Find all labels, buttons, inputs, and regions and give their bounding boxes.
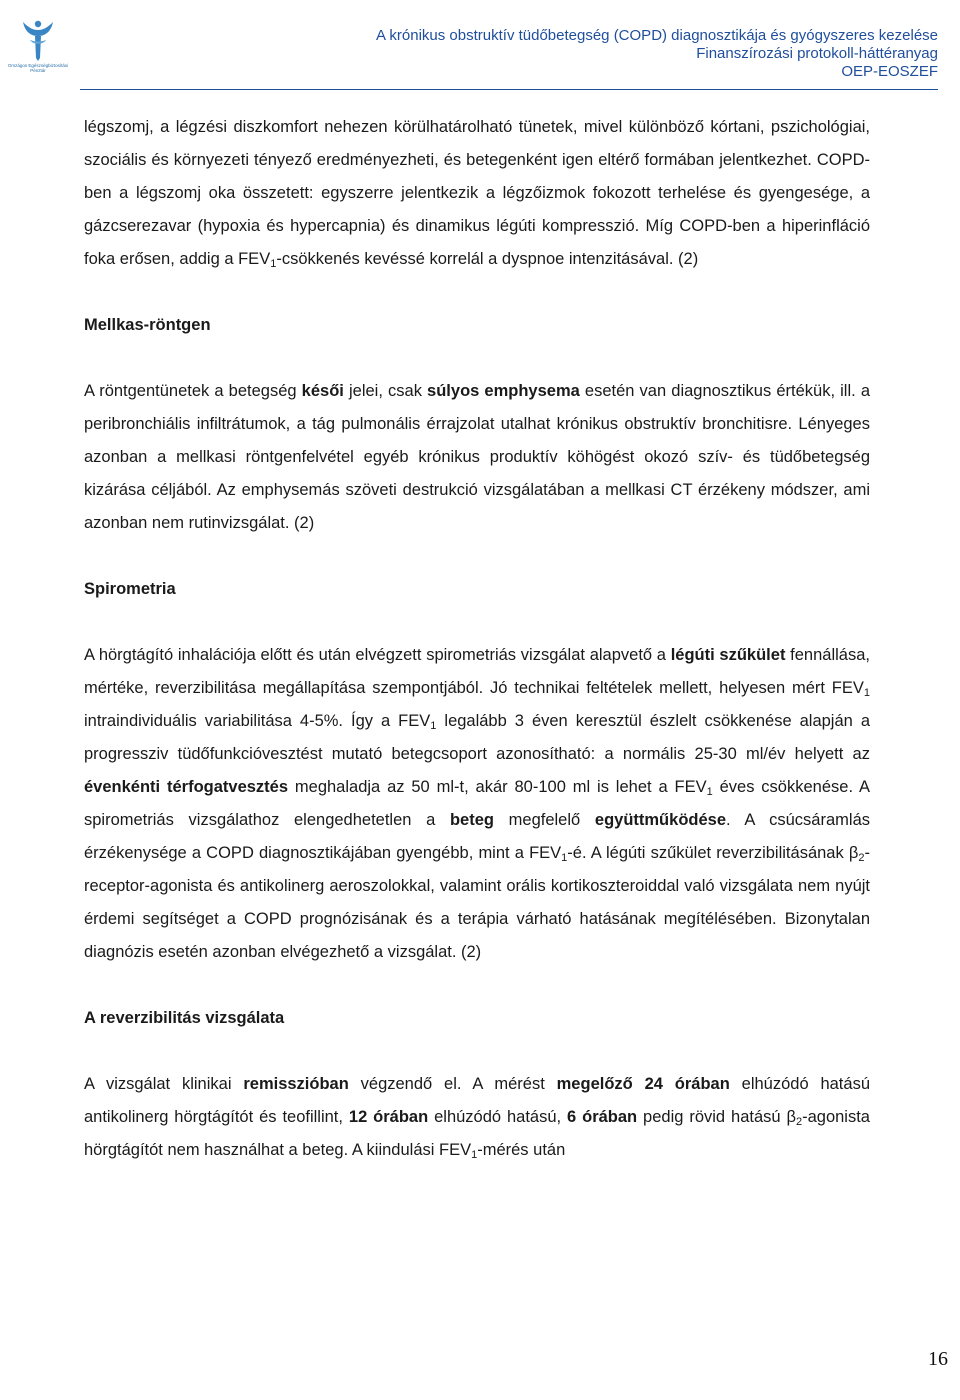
subscript: 2	[795, 1116, 803, 1128]
oep-logo	[6, 18, 70, 80]
bold-run: súlyos emphysema	[427, 382, 580, 400]
header-title-block	[376, 27, 938, 81]
text-run: jelei, csak	[343, 382, 428, 400]
text-run: -é. A légúti szűkület reverzibilitásának β	[567, 844, 859, 862]
subscript: 1	[863, 687, 870, 699]
logo-emblem-icon	[21, 18, 55, 62]
text-run: -receptor-agonista és antikolinerg aeroszolokkal, valamint orális kortikoszteroiddal való vizsgálata nem nyújt érdemi segítséget a COPD prognózisának és a terápia várható hatásának megítélésében. Bizonytalan diagnózis esetén azonban elvégezhető a vizsgálat. (2)	[84, 844, 870, 961]
header-line-2: Finanszírozási protokoll-háttéranyag	[696, 45, 938, 62]
text-run: -csökkenés kevéssé korrelál a dyspnoe intenzitásával. (2)	[276, 250, 699, 268]
text-run: legalább 3 éven keresztül észlelt csökkenése alapján a progressziv tüdőfunkcióvesztést mutató betegcsoport azonosítható: a normális 25-30 ml/év helyett az	[84, 712, 870, 763]
bold-run: együttműködése	[594, 811, 727, 829]
text-run: esetén van diagnosztikus értékük, ill. a peribronchiális infiltrátumok, a tág pulmonális érrajzolat utalhat krónikus obstruktív bronchitisre. Lényeges azonban a mellkasi röntgenfelvétel egyéb krónikus produktív köhögést okozó szív- és tüdőbetegség kizárása céljából. Az emphysemás szöveti destrukció vizsgálatában a mellkasi CT érzékeny módszer, ami azonban nem rutinvizsgálat. (2)	[84, 382, 870, 532]
intro-paragraph	[84, 111, 870, 276]
bold-run: beteg	[449, 811, 494, 829]
text-run: elhúzódó hatású,	[428, 1108, 568, 1126]
page-number: 16	[928, 1348, 948, 1370]
bold-run: remisszióban	[243, 1075, 349, 1093]
text-run: fennállása, mértéke, reverzibilitása megállapítása szempontjából. Jó technikai feltételek mellett, helyesen mért FEV	[84, 646, 870, 697]
text-run: meghaladja az 50 ml-t, akár 80-100 ml is lehet a FEV	[288, 778, 707, 796]
heading-mellkas-rontgen: Mellkas-röntgen	[84, 316, 211, 334]
text-run: intraindividuális variabilitása 4-5%. Így a FEV	[84, 712, 431, 730]
text-run: elhúzódó hatású antikolinerg hörgtágítót és teofillint,	[84, 1075, 870, 1126]
text-run: -agonista hörgtágítót nem használhat a beteg. A kiindulási FEV	[84, 1108, 870, 1159]
text-run: . A csúcsáramlás érzékenysége a COPD diagnosztikájában gyengébb, mint a FEV	[84, 811, 870, 862]
text-run: A vizsgálat klinikai	[84, 1075, 244, 1093]
header-line-3: OEP-EOSZEF	[841, 63, 938, 80]
bold-run: 6 órában	[567, 1108, 638, 1126]
text-run: légszomj, a légzési diszkomfort nehezen körülhatárolható tünetek, mivel különböző kórtani, pszichológiai, szociális és környezeti tényező eredményezheti, és betegenként igen eltérő formában jelentkezhet. COPD-ben a légszomj oka összetett: egyszerre jelentkezik a légzőizmok fokozott terhelése és gyengesége, a gázcserezavar (hypoxia és hypercapnia) és dinamikus légúti kompresszió. Míg COPD-ben a hiperinfláció foka erősen, addig a FEV	[84, 118, 870, 268]
subscript: 1	[561, 852, 568, 864]
bold-run: légúti szűkület	[670, 646, 786, 664]
reversibility-paragraph	[84, 1068, 870, 1167]
subscript: 1	[706, 786, 713, 798]
header-divider	[80, 89, 938, 90]
subscript: 1	[471, 1149, 478, 1161]
text-run: -mérés után	[477, 1141, 566, 1159]
page-header	[0, 0, 960, 90]
heading-reverzibilitas: A reverzibilitás vizsgálata	[84, 1009, 285, 1027]
text-run: megfelelő	[493, 811, 595, 829]
bold-run: 12 órában	[348, 1108, 429, 1126]
document-body	[84, 111, 870, 1167]
text-run: éves csökkenése. A spirometriás vizsgálathoz elengedhetetlen a	[84, 778, 870, 829]
heading-spirometria: Spirometria	[84, 580, 176, 598]
text-run: végzendő el. A mérést	[348, 1075, 557, 1093]
subscript: 2	[858, 852, 865, 864]
bold-run: késői	[301, 382, 344, 400]
text-run: A hörgtágító inhalációja előtt és után elvégzett spirometriás vizsgálat alapvető a	[84, 646, 671, 664]
text-run: A röntgentünetek a betegség	[84, 382, 302, 400]
subscript: 1	[430, 720, 437, 732]
header-line-1: A krónikus obstruktív tüdőbetegség (COPD) diagnosztikája és gyógyszeres kezelése	[376, 27, 938, 44]
text-run: pedig rövid hatású β	[637, 1108, 796, 1126]
logo-text: Országos Egészségbiztosítási Pénztár	[7, 63, 69, 73]
bold-run: megelőző 24 órában	[556, 1075, 730, 1093]
spirometry-paragraph	[84, 639, 870, 969]
bold-run: évenkénti térfogatvesztés	[84, 778, 289, 796]
xray-paragraph	[84, 375, 870, 540]
subscript: 1	[270, 258, 277, 270]
